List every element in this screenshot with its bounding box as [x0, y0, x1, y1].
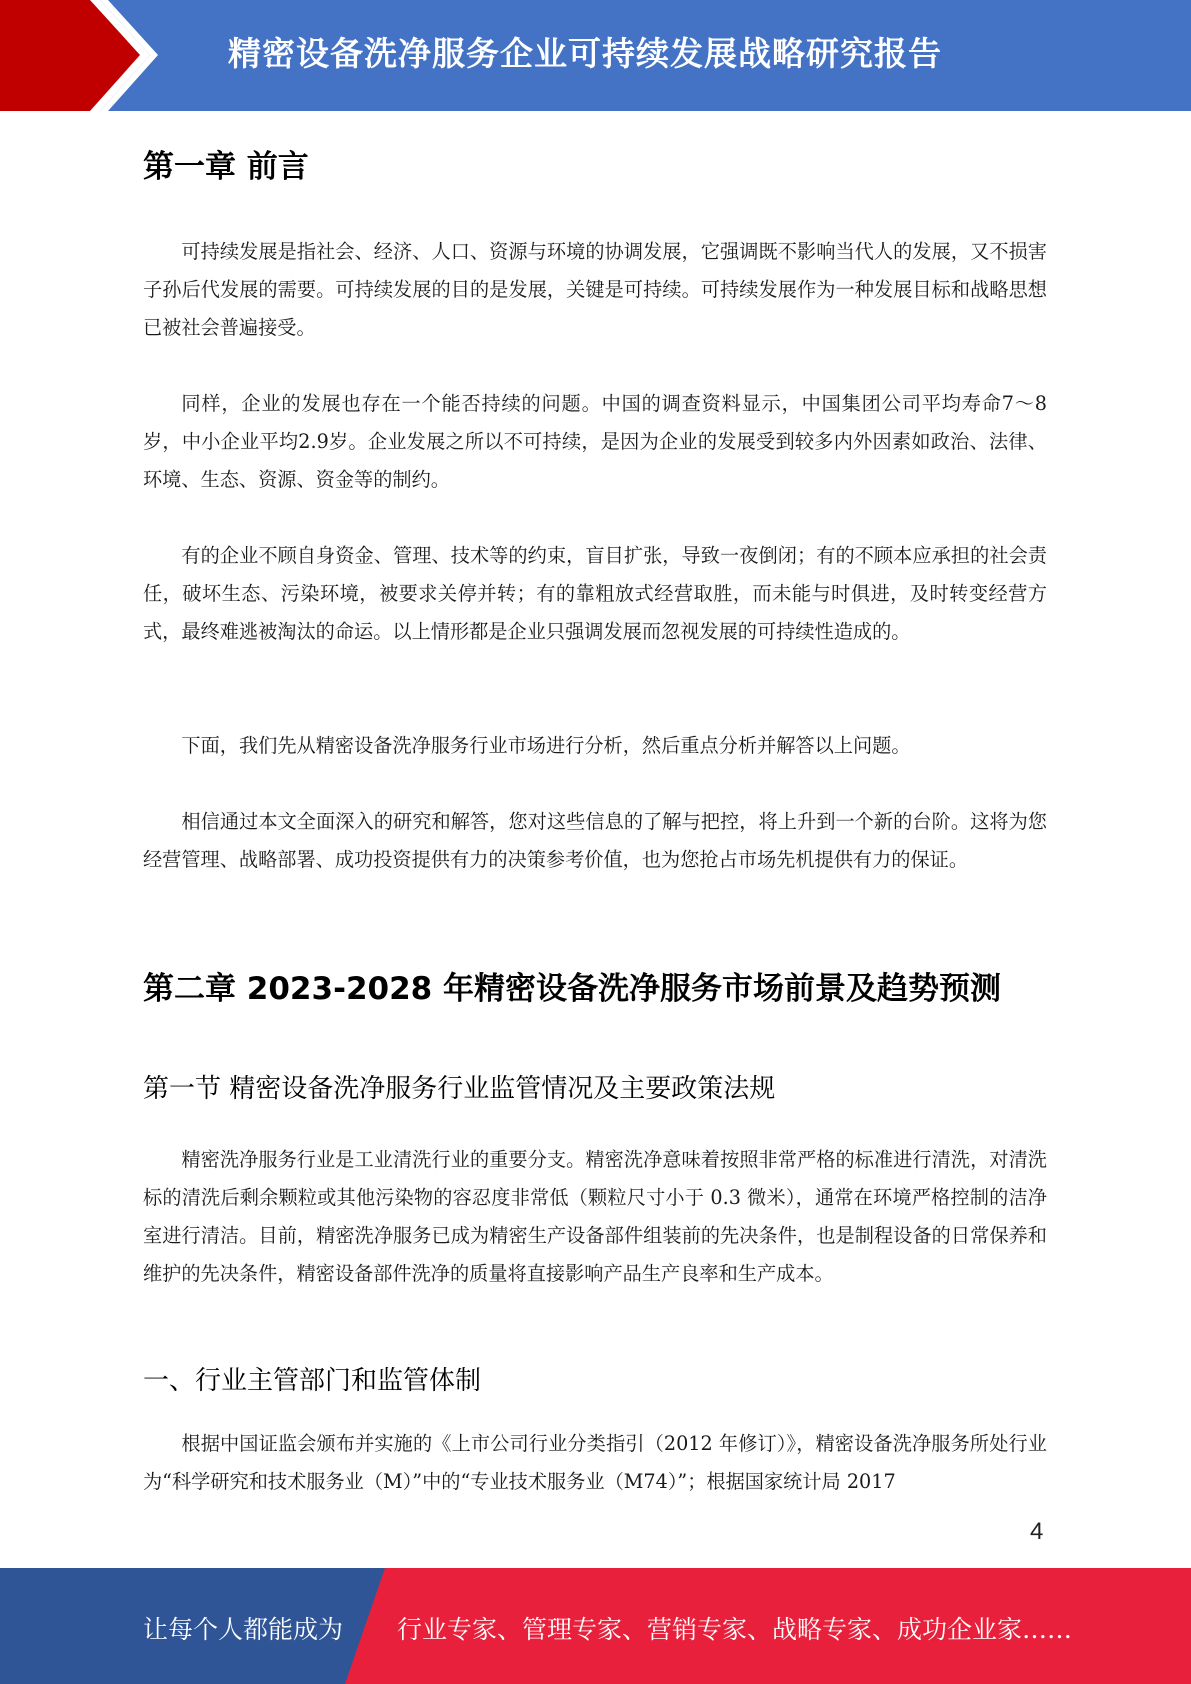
chapter-2-title: 第二章 2023-2028 年精密设备洗净服务市场前景及趋势预测: [143, 971, 1002, 1007]
chapter-1-title: 第一章 前言: [143, 149, 309, 185]
header-banner: [0, 0, 1191, 111]
red-chevron-decoration: [0, 0, 160, 111]
footer-slogan-right: 行业专家、管理专家、营销专家、战略专家、成功企业家……: [397, 1615, 1073, 1644]
paragraph: 下面，我们先从精密设备洗净服务行业市场进行分析，然后重点分析并解答以上问题。: [181, 734, 911, 757]
page-number: 4: [1030, 1518, 1044, 1545]
paragraph: 可持续发展是指社会、经济、人口、资源与环境的协调发展，它强调既不影响当代人的发展，又不损害子孙后代发展的需要。可持续发展的目的是发展，关键是可持续。可持续发展作为一种发展目标和战略思想已被社会普遍接受。: [143, 240, 1047, 339]
report-title: 精密设备洗净服务企业可持续发展战略研究报告: [228, 34, 942, 73]
paragraph: 根据中国证监会颁布并实施的《上市公司行业分类指引（2012 年修订）》，精密设备洗净服务所处行业为“科学研究和技术服务业（M）”中的“专业技术服务业（M74）”；根据国家统计局 2017: [143, 1432, 1047, 1493]
section-1-title: 第一节 精密设备洗净服务行业监管情况及主要政策法规: [143, 1074, 776, 1104]
paragraph: 同样，企业的发展也存在一个能否持续的问题。中国的调查资料显示，中国集团公司平均寿命7～8岁，中小企业平均2.9岁。企业发展之所以不可持续，是因为企业的发展受到较多内外因素如政治、法律、环境、生态、资源、资金等的制约。: [143, 392, 1047, 491]
footer-slogan-left: 让每个人都能成为: [143, 1615, 344, 1644]
paragraph: 相信通过本文全面深入的研究和解答，您对这些信息的了解与把控，将上升到一个新的台阶。这将为您经营管理、战略部署、成功投资提供有力的决策参考价值，也为您抢占市场先机提供有力的保证。: [143, 810, 1047, 871]
footer-banner: [0, 1568, 1191, 1684]
paragraph: 精密洗净服务行业是工业清洗行业的重要分支。精密洗净意味着按照非常严格的标准进行清洗，对清洗标的清洗后剩余颗粒或其他污染物的容忍度非常低（颗粒尺寸小于 0.3 微米），通常在环境严格控制的洁净室进行清洁。目前，精密洗净服务已成为精密生产设备部件组装前的先决条件，也是制程设备的日常保养和维护的先决条件，精密设备部件洗净的质量将直接影响产品生产良率和生产成本。: [143, 1148, 1047, 1285]
subsection-1-title: 一、行业主管部门和监管体制: [143, 1366, 482, 1396]
paragraph: 有的企业不顾自身资金、管理、技术等的约束，盲目扩张，导致一夜倒闭；有的不顾本应承担的社会责任，破坏生态、污染环境，被要求关停并转；有的靠粗放式经营取胜，而未能与时俱进，及时转变经营方式，最终难逃被淘汰的命运。以上情形都是企业只强调发展而忽视发展的可持续性造成的。: [143, 544, 1047, 643]
